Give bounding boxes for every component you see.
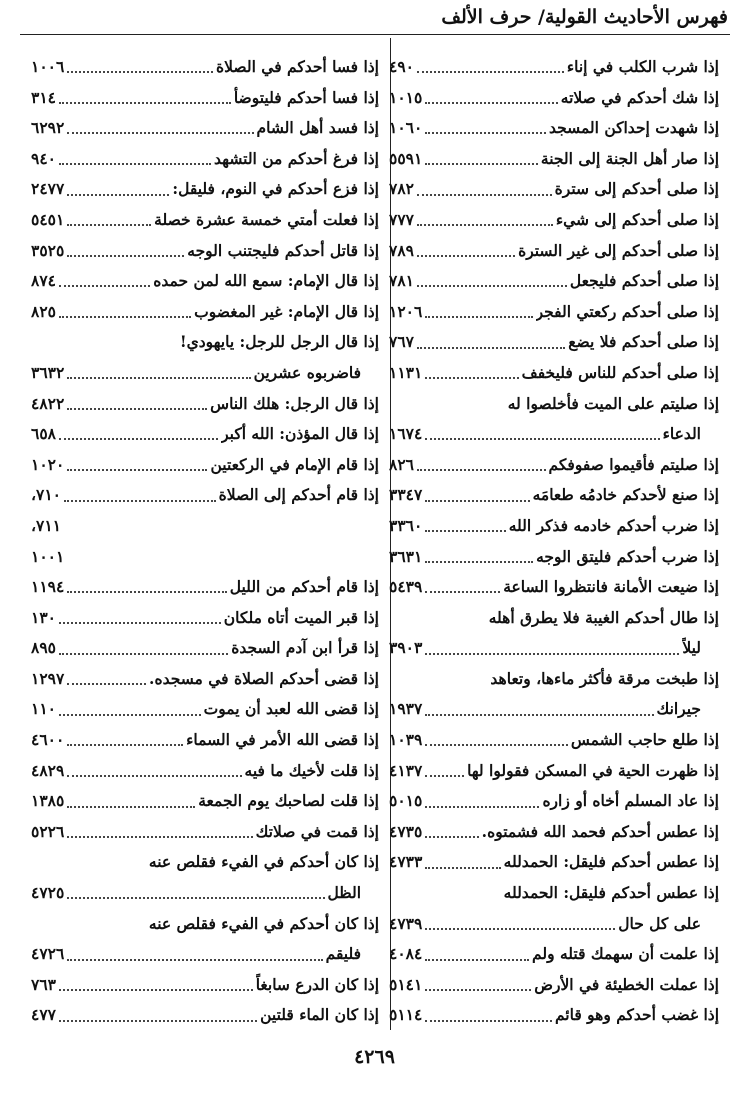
- leader-dots: [67, 61, 213, 73]
- entry-text: إذا فسا أحدكم في الصلاة: [216, 57, 379, 76]
- index-entry: [389, 144, 719, 175]
- entry-text: إذا طبخت مرقة فأكثر ماءها، وتعاهد: [490, 668, 719, 688]
- entry-text: إذا كان أحدكم في الفيء فقلص عنه: [148, 852, 379, 872]
- index-column-right: [389, 52, 719, 1031]
- leader-dots: [425, 122, 546, 134]
- entry-number: ٧٨٢: [389, 179, 414, 199]
- entry-text: إذا قضى أحدكم الصلاة في مسجده.: [149, 668, 379, 688]
- entry-number: ٥٠١٥: [389, 791, 423, 811]
- leader-dots: [59, 428, 218, 440]
- leader-dots: [417, 337, 565, 349]
- entry-number: ١٠٠١: [31, 546, 65, 566]
- index-entry: [389, 52, 719, 83]
- entry-text: إذا صلى أحدكم فلا يضع: [568, 332, 719, 352]
- leader-dots: [425, 765, 464, 777]
- header-title: فهرس الأحاديث القولية/ حرف الألف: [441, 6, 728, 28]
- entry-text: إذا ظهرت الحية في المسكن فقولوا لها: [467, 760, 719, 780]
- entry-number: ٧٦٣: [31, 974, 56, 994]
- index-entry: [389, 174, 719, 205]
- entry-number: ٩٤٠: [31, 148, 56, 168]
- entry-number: ١٩٣٧: [389, 699, 423, 719]
- entry-number: ٥٥٩١: [389, 148, 423, 168]
- index-entry: [31, 786, 379, 817]
- index-entry: [31, 847, 379, 878]
- entry-number: ٣٦٣٢: [31, 362, 65, 382]
- index-entry: [31, 725, 379, 756]
- entry-number: ٨٩٥: [31, 638, 56, 658]
- entry-number: ١٠٦٠: [389, 118, 423, 138]
- entry-text: إذا شرب الكلب في إناء: [566, 57, 719, 76]
- entry-number: ٤٧٣٥: [389, 821, 423, 841]
- leader-dots: [425, 918, 615, 930]
- leader-dots: [425, 857, 500, 869]
- entry-text: إذا قام أحدكم إلى الصلاة: [218, 485, 379, 505]
- entry-number: ٢٤٧٧: [31, 179, 65, 199]
- entry-text: إذا ضرب أحدكم خادمه فذكر الله: [508, 515, 719, 535]
- index-entry: [31, 511, 379, 542]
- entry-number: ١٢٠٦: [389, 301, 423, 321]
- index-entry: [389, 909, 719, 940]
- page-number: ٤٢٦٩: [354, 1046, 395, 1068]
- leader-dots: [425, 153, 538, 165]
- entry-text: فاضربوه عشرين: [253, 362, 361, 382]
- entry-text: إذا قال المؤذن: الله أكبر: [221, 424, 379, 444]
- entry-text: إذا كان الدرع سابغاً: [255, 974, 379, 994]
- entry-text: إذا قبر الميت أتاه ملكان: [223, 607, 379, 627]
- entry-number: ١١٣١: [389, 362, 423, 382]
- index-entry: [389, 480, 719, 511]
- index-entry: [389, 205, 719, 236]
- index-entry: [389, 878, 719, 909]
- index-entry: [389, 419, 719, 450]
- leader-dots: [425, 796, 539, 808]
- index-entry: [389, 970, 719, 1001]
- leader-dots: [59, 643, 228, 655]
- leader-dots: [425, 643, 679, 655]
- entry-text: إذا صلى أحدكم إلى غير السترة: [518, 240, 719, 260]
- leader-dots: [59, 612, 221, 624]
- entry-number: ٣٥٢٥: [31, 240, 65, 260]
- leader-dots: [67, 765, 241, 777]
- entry-number: ٥١١٤: [389, 1005, 423, 1025]
- entry-text: إذا شهدت إحداكن المسجد: [548, 118, 719, 138]
- leader-dots: [425, 1010, 552, 1022]
- entry-number: ٧٨١: [389, 271, 414, 291]
- leader-dots: [67, 673, 146, 685]
- entry-text: إذا عطس أحدكم فليقل: الحمدلله: [503, 883, 719, 903]
- index-entry: [31, 1000, 379, 1031]
- index-entry: [389, 603, 719, 634]
- entry-text: إذا صليتم فأقيموا صفوفكم: [548, 454, 719, 474]
- leader-dots: [425, 551, 533, 563]
- index-entry: [389, 633, 719, 664]
- leader-dots: [67, 581, 226, 593]
- entry-text: إذا صلى أحدكم إلى شيء: [555, 209, 719, 229]
- entry-text: إذا طلع حاجب الشمس: [570, 730, 719, 750]
- index-entry: [31, 939, 379, 970]
- leader-dots: [425, 520, 505, 532]
- entry-number: ٦٢٩٢: [31, 118, 65, 138]
- leader-dots: [67, 796, 195, 808]
- entry-number: ٣٦٣١: [389, 546, 423, 566]
- leader-dots: [67, 734, 183, 746]
- index-entry: [31, 664, 379, 695]
- entry-number: ٨٢٥: [31, 301, 56, 321]
- entry-number: ١٦٧٤: [389, 424, 423, 444]
- leader-dots: [59, 92, 231, 104]
- leader-dots: [59, 153, 211, 165]
- page-header: [20, 4, 730, 35]
- entry-text: ليلاً: [682, 638, 701, 658]
- entry-text: إذا فرغ أحدكم من التشهد: [214, 148, 379, 168]
- index-entry: [31, 83, 379, 114]
- leader-dots: [425, 306, 532, 318]
- entry-text: إذا قلت لصاحبك يوم الجمعة: [198, 791, 379, 811]
- index-entry: [31, 266, 379, 297]
- index-entry: [31, 52, 379, 83]
- entry-number: ٦٥٨: [31, 424, 56, 444]
- entry-number: ٤٧٣٩: [389, 913, 423, 933]
- index-entry: [389, 327, 719, 358]
- entry-text: إذا قام الإمام في الركعتين: [210, 454, 379, 474]
- index-entry: [389, 83, 719, 114]
- entry-text: إذا صار أهل الجنة إلى الجنة: [540, 148, 719, 168]
- entry-number: ١٠٢٠: [31, 454, 65, 474]
- leader-dots: [425, 949, 529, 961]
- entry-number: ٤٧٢٦: [31, 944, 65, 964]
- entry-text: إذا كان الماء قلتين: [260, 1005, 379, 1025]
- index-entry: [31, 694, 379, 725]
- index-entry: [389, 113, 719, 144]
- index-entry: [389, 664, 719, 695]
- entry-text: إذا قلت لأخيك ما فيه: [244, 760, 379, 780]
- entry-number: ٣١٤: [31, 87, 56, 107]
- leader-dots: [67, 826, 252, 838]
- index-entry: [31, 389, 379, 420]
- leader-dots: [59, 306, 191, 318]
- entry-number: ٧٨٩: [389, 240, 414, 260]
- leader-dots: [59, 979, 253, 991]
- entry-text: إذا صليتم على الميت فأخلصوا له: [507, 393, 719, 413]
- entry-text: إذا عطس أحدكم فليقل: الحمدلله: [503, 852, 719, 872]
- entry-number: ١٣٨٥: [31, 791, 65, 811]
- entry-text: الدعاء: [662, 424, 701, 444]
- index-entry: [31, 113, 379, 144]
- entry-text: إذا ضرب أحدكم فليتق الوجه: [536, 546, 719, 566]
- index-entry: [389, 450, 719, 481]
- entry-number: ٤١٣٧: [389, 760, 423, 780]
- entry-number: ٥١٤١: [389, 974, 423, 994]
- index-column-left: [31, 52, 379, 1031]
- entry-number: ٣٩٠٣: [389, 638, 423, 658]
- leader-dots: [67, 184, 169, 196]
- leader-dots: [59, 704, 201, 716]
- index-entry: [31, 174, 379, 205]
- entry-text: إذا فعلت أمتي خمسة عشرة خصلة: [154, 209, 379, 229]
- entry-text: إذا صلى أحدكم إلى سترة: [554, 179, 719, 199]
- leader-dots: [417, 184, 552, 196]
- entry-text: إذا قرأ ابن آدم السجدة: [231, 638, 379, 658]
- index-entry: [31, 205, 379, 236]
- entry-text: إذا علمت أن سهمك قتله ولم: [532, 944, 719, 964]
- leader-dots: [425, 428, 659, 440]
- index-entry: [389, 542, 719, 573]
- index-entry: [389, 1000, 719, 1031]
- entry-number: ٨٧٤: [31, 271, 56, 291]
- entry-number: ٤٧٣٣: [389, 852, 423, 872]
- leader-dots: [417, 61, 564, 73]
- index-entry: [389, 511, 719, 542]
- index-entry: [31, 909, 379, 940]
- entry-number: ٤٩٠: [389, 57, 414, 76]
- index-entry: [31, 756, 379, 787]
- index-entry: [31, 542, 379, 573]
- leader-dots: [59, 275, 150, 287]
- entry-text: إذا عملت الخطيئة في الأرض: [534, 974, 719, 994]
- leader-dots: [425, 490, 529, 502]
- index-entry: [389, 817, 719, 848]
- entry-text: جيرانك: [656, 699, 701, 719]
- leader-dots: [67, 122, 253, 134]
- entry-number: ٨٢٦: [389, 454, 414, 474]
- entry-text: إذا قضى الله الأمر في السماء: [186, 730, 379, 750]
- entry-number: ١٢٩٧: [31, 668, 65, 688]
- entry-number: ٤٨٢٩: [31, 760, 65, 780]
- entry-text: إذا فزع أحدكم في النوم، فليقل:: [172, 179, 379, 199]
- entry-text: إذا قال الرجل: هلك الناس: [210, 393, 379, 413]
- leader-dots: [67, 245, 184, 257]
- leader-dots: [417, 214, 553, 226]
- index-entry: [31, 878, 379, 909]
- index-entry: [389, 572, 719, 603]
- index-entry: [389, 266, 719, 297]
- entry-text: إذا كان أحدكم في الفيء فقلص عنه: [148, 913, 379, 933]
- entry-number: ١٠٣٩: [389, 730, 423, 750]
- leader-dots: [425, 367, 518, 379]
- leader-dots: [59, 1010, 257, 1022]
- entry-text: إذا صلى أحدكم فليجعل: [569, 271, 719, 291]
- entry-text: إذا شك أحدكم في صلاته: [560, 87, 719, 107]
- index-entry: [31, 633, 379, 664]
- entry-text: فليقم: [325, 944, 361, 964]
- leader-dots: [425, 826, 478, 838]
- entry-text: إذا طال أحدكم الغيبة فلا يطرق أهله: [488, 607, 719, 627]
- entry-number: ٧٧٧: [389, 209, 414, 229]
- entry-text: إذا قال الإمام: غير المغضوب: [194, 301, 379, 321]
- leader-dots: [67, 459, 207, 471]
- entry-number: ١١٩٤: [31, 577, 65, 597]
- leader-dots: [425, 704, 653, 716]
- entry-number: ٤٧٢٥: [31, 883, 65, 903]
- index-entry: [31, 970, 379, 1001]
- entry-number: ٧٦٧: [389, 332, 414, 352]
- leader-dots: [67, 214, 151, 226]
- entry-number: ٣٣٦٠: [389, 515, 423, 535]
- index-entry: [31, 450, 379, 481]
- leader-dots: [67, 398, 207, 410]
- entry-text: إذا صلى أحدكم للناس فليخفف: [521, 362, 719, 382]
- entry-text: إذا صنع لأحدكم خادمُه طعامَه: [532, 485, 719, 505]
- index-entry: [31, 419, 379, 450]
- index-entry: [31, 572, 379, 603]
- leader-dots: [67, 367, 250, 379]
- index-entry: [389, 297, 719, 328]
- leader-dots: [425, 581, 500, 593]
- index-entry: [389, 725, 719, 756]
- leader-dots: [67, 949, 322, 961]
- index-entry: [389, 847, 719, 878]
- entry-text: إذا قاتل أحدكم فليجتنب الوجه: [187, 240, 379, 260]
- leader-dots: [425, 92, 557, 104]
- entry-number: ٤٧٧: [31, 1005, 56, 1025]
- index-entry: [389, 358, 719, 389]
- entry-number: ٧١٠،: [31, 485, 61, 505]
- entry-number: ١٠٠٦: [31, 57, 65, 76]
- index-entry: [31, 817, 379, 848]
- index-entry: [31, 297, 379, 328]
- index-entry: [31, 144, 379, 175]
- entry-number: ٤٦٠٠: [31, 730, 65, 750]
- index-entry: [31, 327, 379, 358]
- entry-number: ٤٨٢٢: [31, 393, 65, 413]
- entry-text: إذا غضب أحدكم وهو قائم: [554, 1005, 719, 1025]
- entry-text: إذا عطس أحدكم فحمد الله فشمتوه.: [481, 821, 719, 841]
- entry-text: إذا قال الرجل للرجل: يايهودي!: [179, 332, 379, 352]
- entry-number: ٧١١،: [31, 515, 61, 535]
- leader-dots: [425, 734, 568, 746]
- entry-number: ٥٤٥١: [31, 209, 65, 229]
- index-entry: [389, 786, 719, 817]
- entry-text: إذا قام أحدكم من الليل: [229, 577, 379, 597]
- entry-number: ١٣٠: [31, 607, 56, 627]
- entry-number: ٤٠٨٤: [389, 944, 423, 964]
- entry-text: الظل: [327, 883, 361, 903]
- index-entry: [31, 358, 379, 389]
- index-entry: [31, 603, 379, 634]
- index-entry: [31, 236, 379, 267]
- entry-text: على كل حال: [618, 913, 701, 933]
- index-entry: [389, 939, 719, 970]
- entry-number: ٣٣٤٧: [389, 485, 423, 505]
- entry-number: ١١٠: [31, 699, 56, 719]
- entry-number: ٥٢٢٦: [31, 821, 65, 841]
- leader-dots: [425, 979, 531, 991]
- leader-dots: [417, 245, 515, 257]
- leader-dots: [64, 490, 216, 502]
- leader-dots: [67, 887, 324, 899]
- entry-number: ١٠١٥: [389, 87, 423, 107]
- index-entry: [389, 694, 719, 725]
- entry-text: إذا عاد المسلم أخاه أو زاره: [542, 791, 719, 811]
- entry-text: إذا قمت في صلاتك: [255, 821, 379, 841]
- entry-text: إذا ضيعت الأمانة فانتظروا الساعة: [503, 577, 719, 597]
- entry-text: إذا فسا أحدكم فليتوضأ: [233, 87, 379, 107]
- index-entry: [389, 236, 719, 267]
- leader-dots: [417, 459, 546, 471]
- index-entry: [389, 389, 719, 420]
- entry-text: إذا قال الإمام: سمع الله لمن حمده: [153, 271, 379, 291]
- index-entry: [31, 480, 379, 511]
- entry-text: إذا صلى أحدكم ركعتي الفجر: [535, 301, 719, 321]
- leader-dots: [417, 275, 567, 287]
- entry-text: إذا قضى الله لعبد أن يموت: [203, 699, 379, 719]
- index-entry: [389, 756, 719, 787]
- entry-number: ٥٤٣٩: [389, 577, 423, 597]
- entry-text: إذا فسد أهل الشام: [256, 118, 379, 138]
